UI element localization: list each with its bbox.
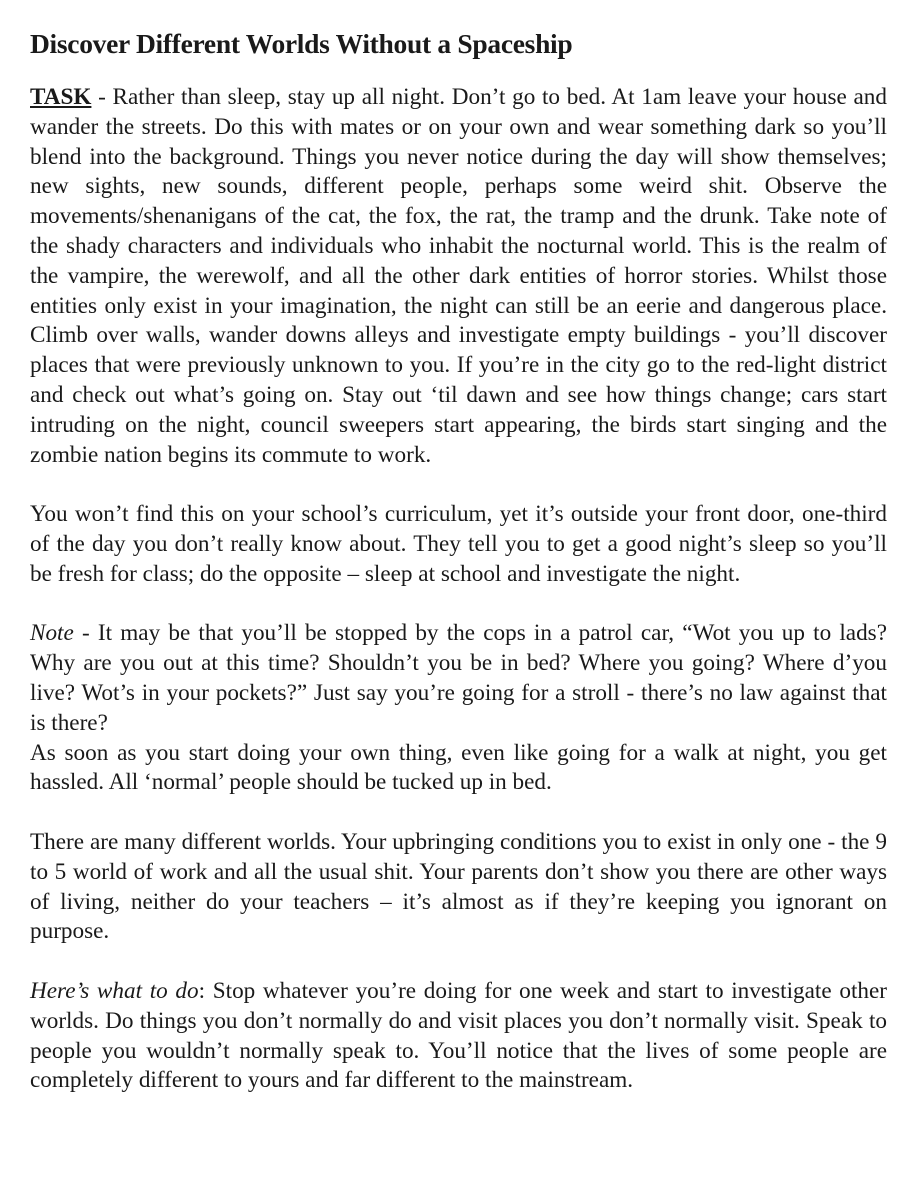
todo-label: Here’s what to do bbox=[30, 977, 199, 1004]
task-label: TASK bbox=[30, 84, 92, 110]
note-text: - It may be that you’ll be stopped by the cops in a patrol car, “Wot you up to lads? Why are you out at this time? Shouldn’t you be in bed? Where you going? Where d’you live? Wot’s in your pockets?” Just say you’re going for a stroll - there’s no law against that is there? bbox=[30, 620, 887, 736]
document-title: Discover Different Worlds Without a Spaceship bbox=[30, 28, 573, 59]
note-label: Note bbox=[30, 620, 74, 647]
note-paragraph bbox=[30, 619, 887, 738]
paragraph-gap bbox=[30, 798, 887, 828]
paragraph-gap bbox=[30, 470, 887, 500]
todo-paragraph bbox=[30, 977, 887, 1096]
document-body bbox=[30, 83, 887, 1096]
task-text: - Rather than sleep, stay up all night. Don’t go to bed. At 1am leave your house and wander the streets. Do this with mates or on your own and wear something dark so you’ll blend into the background. Things you never notice during the day will show themselves; new sights, new sounds, different people, perhaps some weird shit. Observe the movements/shenanigans of the cat, the fox, the rat, the tramp and the drunk. Take note of the shady characters and individuals who inhabit the nocturnal world. This is the realm of the vampire, the werewolf, and all the other dark entities of horror stories. Whilst those entities only exist in your imagination, the night can still be an eerie and dangerous place. Climb over walls, wander downs alleys and investigate empty buildings - you’ll discover places that were previously unknown to you. If you’re in the city go to the red-light district and check out what’s going on. Stay out ‘til dawn and see how things change; cars start intruding on the night, council sweepers start appearing, the birds start singing and the zombie nation begins its commute to work. bbox=[30, 84, 887, 468]
paragraph-gap bbox=[30, 590, 887, 620]
paragraph-gap bbox=[30, 947, 887, 977]
task-paragraph bbox=[30, 83, 887, 470]
todo-text: : Stop whatever you’re doing for one week and start to investigate other worlds. Do things you don’t normally do and visit places you don’t normally visit. Speak to people you wouldn’t normally speak to. You’ll notice that the lives of some people are completely different to yours and far different to the mainstream. bbox=[30, 977, 887, 1094]
curriculum-paragraph: You won’t find this on your school’s curriculum, yet it’s outside your front door, one-third of the day you don’t really know about. They tell you to get a good night’s sleep so you’ll be fresh for class; do the opposite – sleep at school and investigate the night. bbox=[30, 501, 887, 587]
hassled-paragraph: As soon as you start doing your own thing, even like going for a walk at night, you get hassled. All ‘normal’ people should be tucked up in bed. bbox=[30, 739, 887, 796]
worlds-paragraph: There are many different worlds. Your upbringing conditions you to exist in only one - the 9 to 5 world of work and all the usual shit. Your parents don’t show you there are other ways of living, neither do your teachers – it’s almost as if they’re keeping you ignorant on purpose. bbox=[30, 828, 887, 945]
